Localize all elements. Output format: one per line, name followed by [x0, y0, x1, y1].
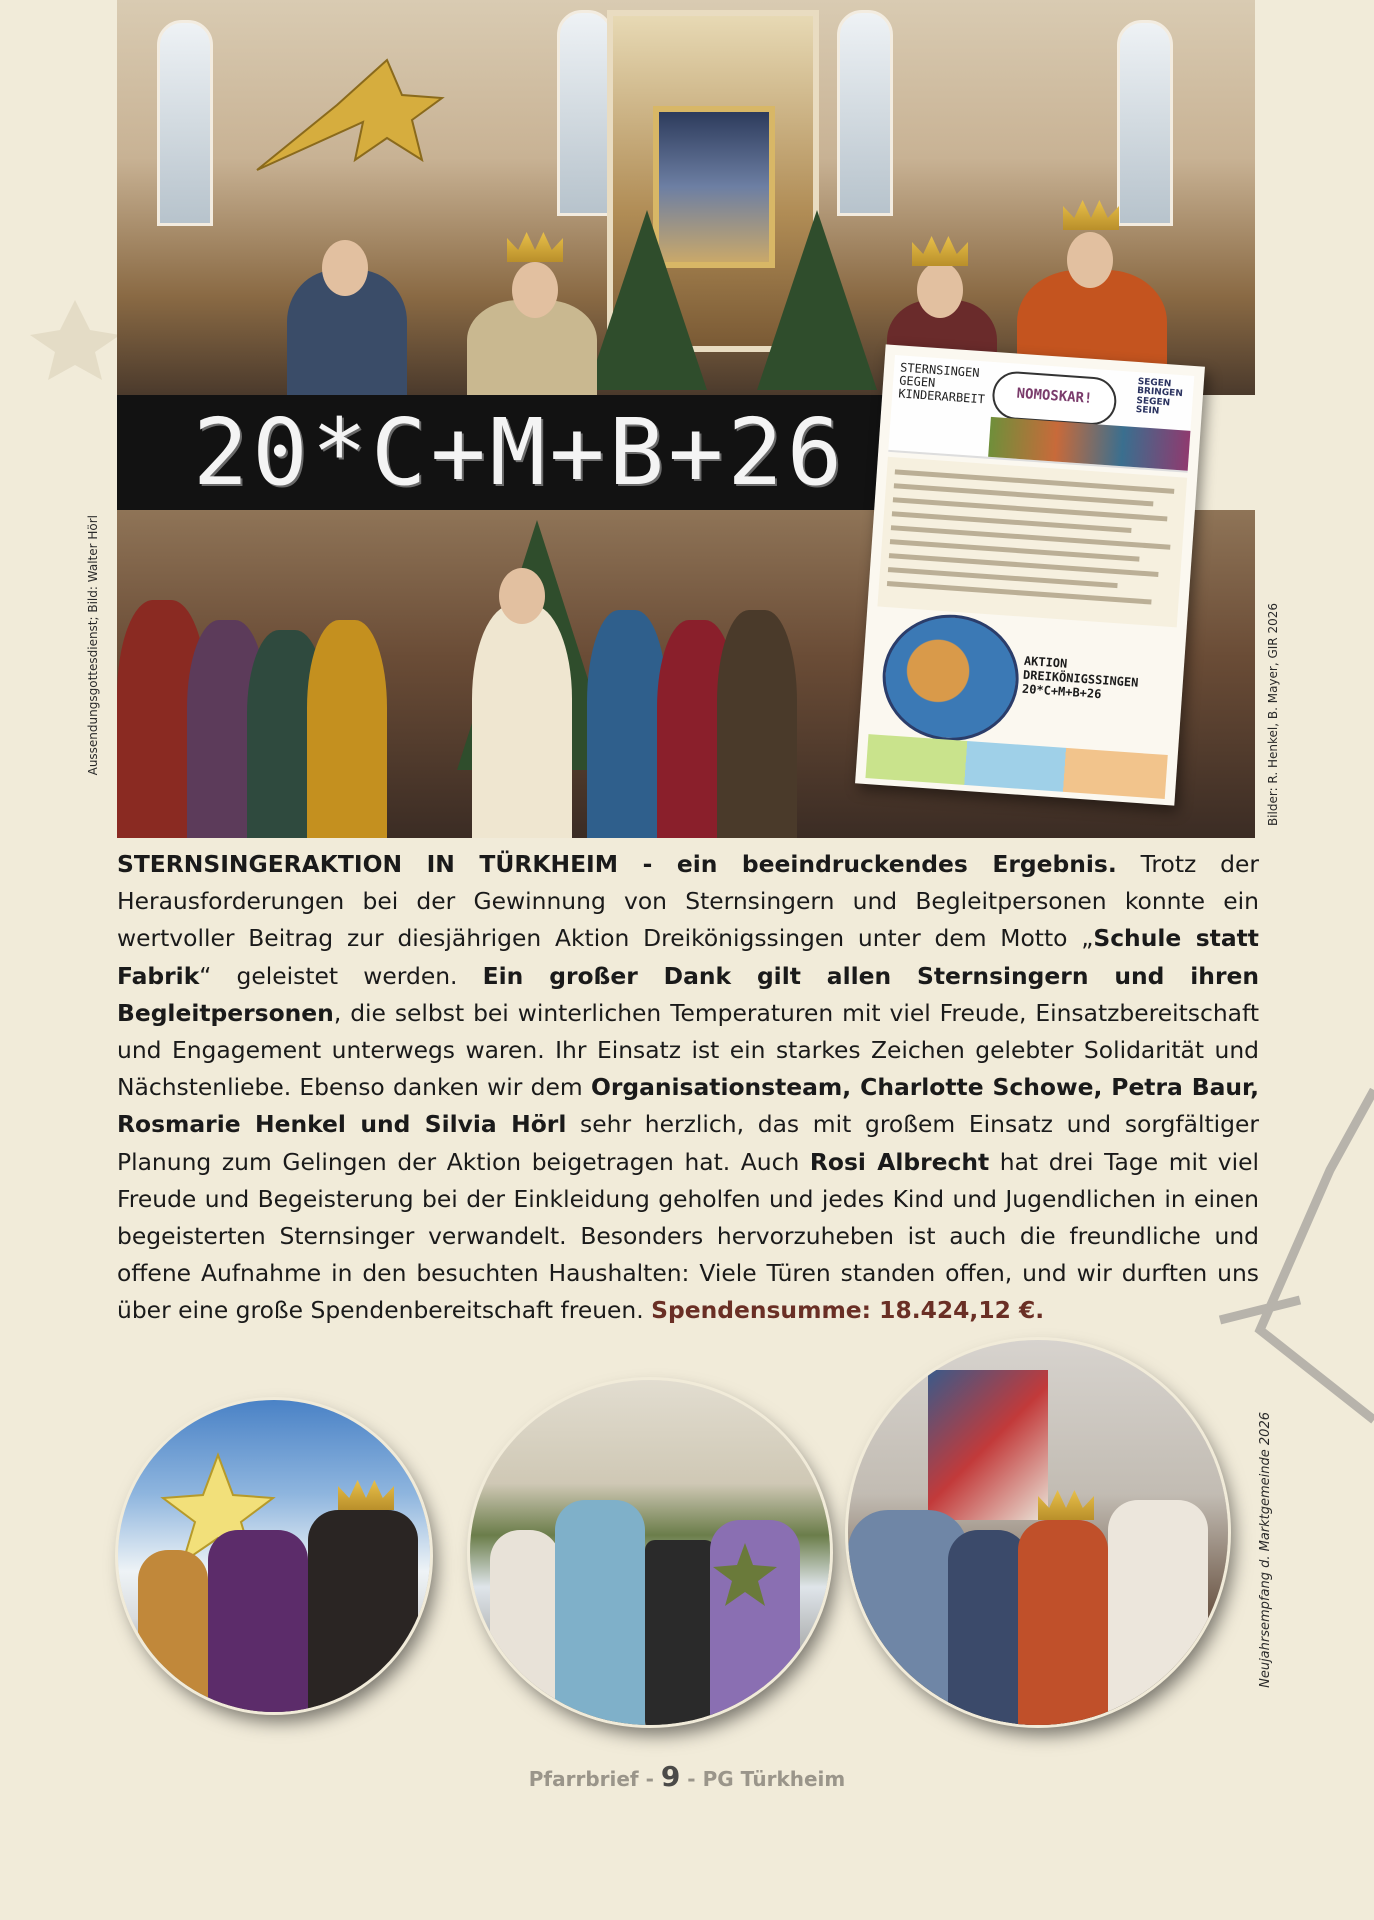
star-singer-head — [1067, 232, 1113, 288]
crown-icon — [507, 232, 563, 262]
flyer-text-block — [877, 457, 1187, 628]
footer-left: Pfarrbrief - — [528, 1767, 661, 1791]
page-number: 9 — [660, 1760, 681, 1793]
flyer-segen-logo: SEGEN BRINGEN SEGEN SEIN — [1135, 377, 1184, 417]
star-singer-figure — [490, 1530, 560, 1725]
speaker-figure — [1108, 1500, 1208, 1725]
star-singer-figure — [717, 610, 797, 838]
banner-title: 20*C+M+B+26 — [192, 399, 847, 506]
star-singer-figure — [208, 1530, 308, 1712]
footer-right: - PG Türkheim — [680, 1767, 846, 1791]
church-window — [837, 10, 893, 216]
article-text-1: Trotz der Herausforderungen bei der Gewinnung von Sternsingern und Begleitpersonen konnte ein wertvoller Beitrag zur diesjährigen Aktion Dreikönigssingen unter dem Motto „ — [117, 850, 1259, 953]
wall-artwork — [928, 1370, 1048, 1520]
christmas-tree — [757, 210, 877, 390]
church-window — [557, 10, 613, 216]
article-text-2: “ geleistet werden. — [199, 961, 483, 990]
crown-icon — [912, 236, 968, 266]
star-singer-head — [512, 262, 558, 318]
article-text-3: , die selbst bei winterlichen Temperaturen mit viel Freude, Einsatzbereitschaft und Engagement unterwegs waren. Ihr Einsatz ist ein starkes Zeichen gelebter Solidarität und Nächstenliebe. Ebenso danken wir dem — [117, 998, 1259, 1102]
round-photo-winter — [118, 1400, 430, 1712]
article-thanks: Ein großer Dank gilt allen Sternsingern und ihren Begleitpersonen — [117, 961, 1259, 1027]
sternsingen-flyer — [855, 344, 1205, 805]
flyer-aktion-title: AKTION DREIKÖNIGSSINGEN 20*C+M+B+26 — [1021, 653, 1139, 701]
article-motto: Schule statt Fabrik — [117, 924, 1259, 990]
priest-figure — [472, 605, 572, 838]
article-text-4: sehr herzlich, das mit großem Einsatz und sorgfältiger Planung zum Gelingen der Aktion beigetragen hat. Auch — [117, 1110, 1259, 1176]
crown-icon — [338, 1480, 394, 1510]
star-singer-figure — [308, 1510, 418, 1712]
star-singer-head — [322, 240, 368, 296]
priest-head — [499, 568, 545, 624]
caption-right: Bilder: R. Henkel, B. Mayer, GIR 2026 — [1266, 603, 1280, 827]
article-lead: STERNSINGERAKTION IN TÜRKHEIM - ein beeindruckendes Ergebnis. — [117, 850, 1117, 878]
star-singer-figure — [587, 610, 667, 838]
star-singer-figure — [555, 1500, 645, 1725]
paper-star-icon — [710, 1540, 780, 1610]
church-window — [1117, 20, 1173, 226]
caption-neujahrsempfang: Neujahrsempfang d. Marktgemeinde 2026 — [1258, 1412, 1273, 1688]
donation-sum: Spendensumme: 18.424,12 €. — [651, 1296, 1045, 1325]
round-photo-reception — [848, 1340, 1228, 1725]
star-singer-figure — [307, 620, 387, 838]
star-singer-figure — [948, 1530, 1028, 1725]
article-rosi: Rosi Albrecht — [809, 1147, 990, 1176]
flyer-heading: STERNSINGEN GEGEN KINDERARBEIT — [897, 360, 986, 407]
flyer-header — [888, 355, 1194, 473]
star-singer-figure — [138, 1550, 208, 1712]
article-text — [117, 846, 1259, 1330]
round-photo-group — [470, 1380, 830, 1725]
church-photo-top — [117, 0, 1255, 395]
star-singer-head — [917, 262, 963, 318]
article-text-5: hat drei Tage mit viel Freude und Begeisterung bei der Einkleidung geholfen und jedes Kind und Jugendlichen in einen begeisterten Sternsinger verwandelt. Besonders hervorzuheben ist auch die freundliche und offene Aufnahme in den besuchten Haushalten: Viele Türen standen offen, und wir durften uns über eine große Spendenbereitschaft freuen. — [117, 1147, 1259, 1325]
article-team: Organisationsteam, Charlotte Schowe, Petra Baur, Rosmarie Henkel und Silvia Hörl — [117, 1073, 1260, 1139]
flyer-globe-map — [878, 610, 1022, 745]
handcart — [645, 1540, 715, 1725]
christmas-tree — [587, 210, 707, 390]
golden-star-icon — [237, 50, 457, 190]
flyer-speech-bubble: NOMOSKAR! — [991, 370, 1118, 427]
star-singer-figure — [1018, 1520, 1108, 1725]
church-window — [157, 20, 213, 226]
caption-left: Aussendungsgottesdienst; Bild: Walter Hörl — [86, 515, 100, 776]
page-footer — [0, 1760, 1374, 1793]
crown-icon — [1063, 200, 1119, 230]
flyer-children-photo — [988, 417, 1190, 471]
cmb-banner — [117, 395, 922, 510]
